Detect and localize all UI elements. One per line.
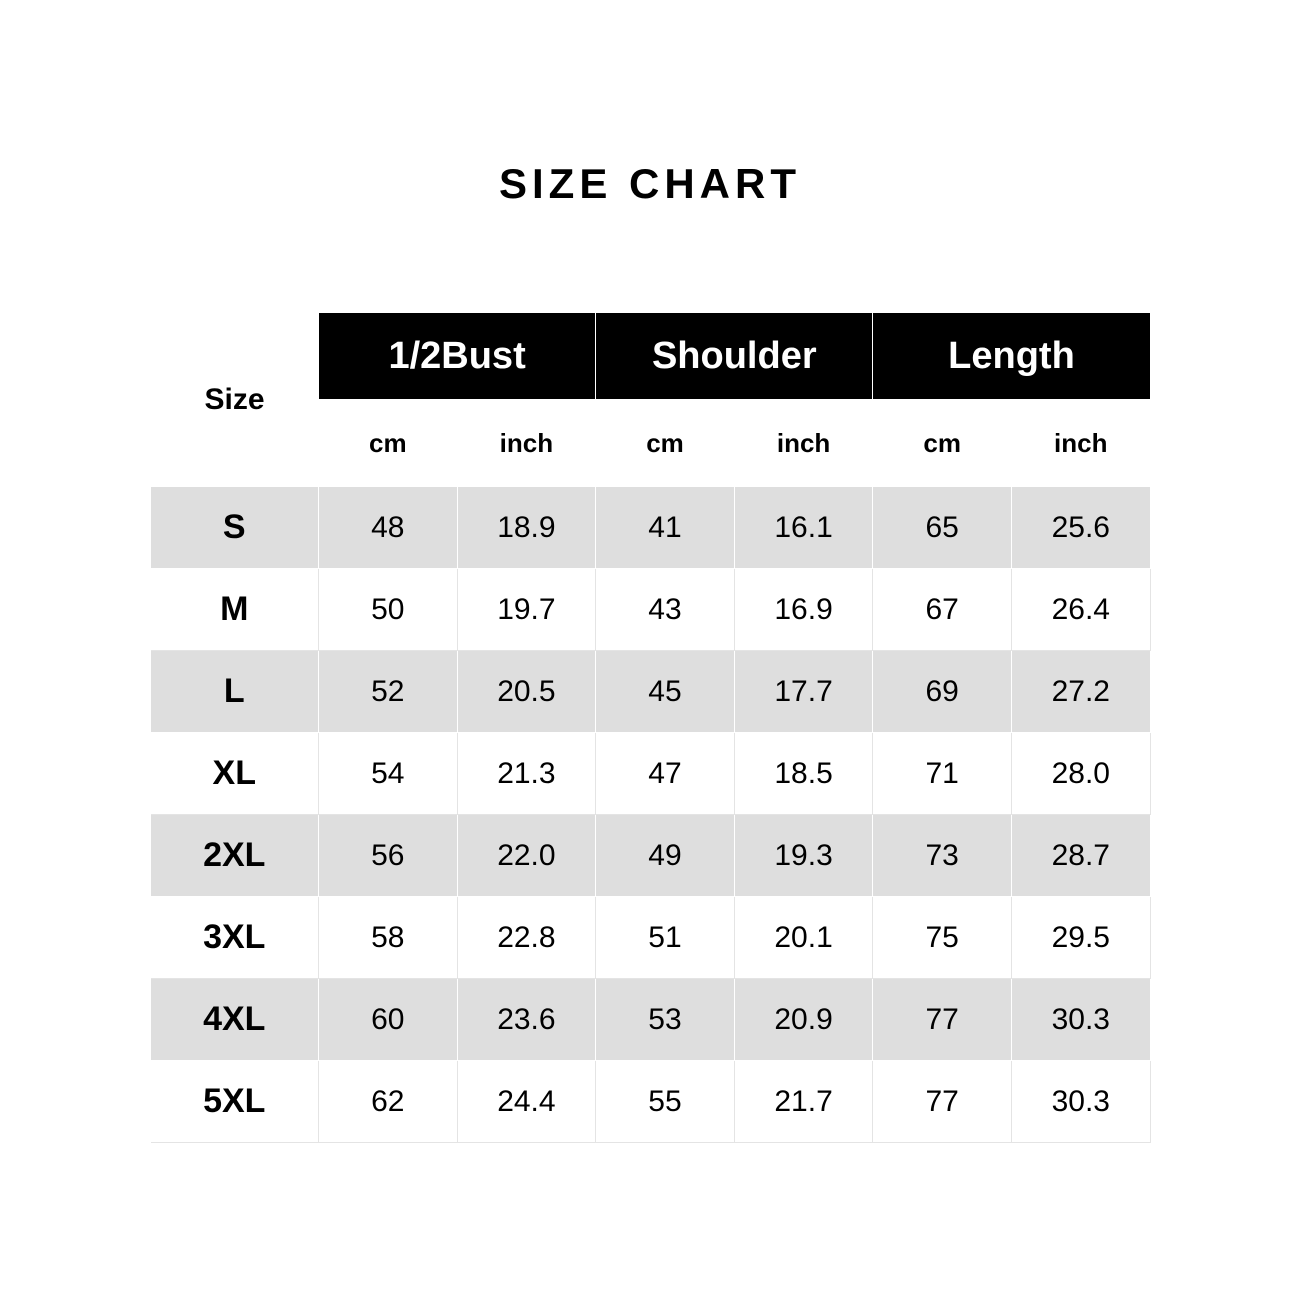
- unit-header-shoulder-cm: cm: [596, 400, 735, 487]
- cell-shoulder-inch: 19.3: [734, 815, 873, 897]
- cell-shoulder-cm: 45: [596, 651, 735, 733]
- cell-length-cm: 77: [873, 979, 1012, 1061]
- size-chart-table: [150, 312, 1151, 1143]
- cell-length-cm: 73: [873, 815, 1012, 897]
- cell-shoulder-cm: 41: [596, 487, 735, 569]
- cell-shoulder-cm: 47: [596, 733, 735, 815]
- cell-length-inch: 28.7: [1011, 815, 1150, 897]
- cell-length-cm: 67: [873, 569, 1012, 651]
- cell-bust-inch: 20.5: [457, 651, 596, 733]
- cell-shoulder-inch: 20.1: [734, 897, 873, 979]
- cell-length-inch: 30.3: [1011, 979, 1150, 1061]
- cell-length-inch: 25.6: [1011, 487, 1150, 569]
- cell-bust-cm: 62: [319, 1061, 458, 1143]
- cell-length-inch: 27.2: [1011, 651, 1150, 733]
- cell-shoulder-inch: 21.7: [734, 1061, 873, 1143]
- cell-length-inch: 26.4: [1011, 569, 1150, 651]
- cell-shoulder-cm: 53: [596, 979, 735, 1061]
- cell-bust-inch: 24.4: [457, 1061, 596, 1143]
- table-row: [151, 1061, 1151, 1143]
- cell-bust-inch: 22.8: [457, 897, 596, 979]
- unit-header-bust-cm: cm: [319, 400, 458, 487]
- table-row: [151, 487, 1151, 569]
- cell-bust-inch: 23.6: [457, 979, 596, 1061]
- cell-bust-inch: 18.9: [457, 487, 596, 569]
- cell-bust-cm: 60: [319, 979, 458, 1061]
- unit-header-bust-inch: inch: [457, 400, 596, 487]
- table-row: [151, 979, 1151, 1061]
- table-header-groups-row: [151, 313, 1151, 400]
- table-body: [151, 487, 1151, 1143]
- cell-bust-cm: 58: [319, 897, 458, 979]
- cell-bust-cm: 52: [319, 651, 458, 733]
- cell-length-inch: 29.5: [1011, 897, 1150, 979]
- cell-bust-inch: 19.7: [457, 569, 596, 651]
- cell-shoulder-cm: 55: [596, 1061, 735, 1143]
- cell-length-inch: 28.0: [1011, 733, 1150, 815]
- row-size-label: M: [151, 569, 319, 651]
- row-size-label: XL: [151, 733, 319, 815]
- cell-shoulder-cm: 51: [596, 897, 735, 979]
- cell-shoulder-cm: 43: [596, 569, 735, 651]
- unit-header-length-cm: cm: [873, 400, 1012, 487]
- unit-header-length-inch: inch: [1011, 400, 1150, 487]
- column-header-size: Size: [151, 313, 319, 487]
- cell-bust-inch: 22.0: [457, 815, 596, 897]
- row-size-label: S: [151, 487, 319, 569]
- cell-shoulder-inch: 16.1: [734, 487, 873, 569]
- cell-length-cm: 69: [873, 651, 1012, 733]
- table-head: [151, 313, 1151, 487]
- row-size-label: 5XL: [151, 1061, 319, 1143]
- column-group-header-shoulder: Shoulder: [596, 313, 873, 400]
- cell-shoulder-inch: 20.9: [734, 979, 873, 1061]
- row-size-label: 3XL: [151, 897, 319, 979]
- row-size-label: L: [151, 651, 319, 733]
- row-size-label: 2XL: [151, 815, 319, 897]
- table-row: [151, 897, 1151, 979]
- cell-bust-cm: 54: [319, 733, 458, 815]
- table-row: [151, 733, 1151, 815]
- column-group-header-length: Length: [873, 313, 1150, 400]
- cell-length-cm: 77: [873, 1061, 1012, 1143]
- cell-length-cm: 65: [873, 487, 1012, 569]
- cell-bust-cm: 48: [319, 487, 458, 569]
- table-row: [151, 815, 1151, 897]
- cell-shoulder-inch: 16.9: [734, 569, 873, 651]
- cell-length-cm: 75: [873, 897, 1012, 979]
- unit-header-shoulder-inch: inch: [734, 400, 873, 487]
- column-group-header-bust: 1/2Bust: [319, 313, 596, 400]
- table-row: [151, 651, 1151, 733]
- cell-shoulder-inch: 18.5: [734, 733, 873, 815]
- row-size-label: 4XL: [151, 979, 319, 1061]
- cell-shoulder-inch: 17.7: [734, 651, 873, 733]
- size-chart-table-container: [150, 312, 1150, 1143]
- cell-length-inch: 30.3: [1011, 1061, 1150, 1143]
- cell-bust-cm: 50: [319, 569, 458, 651]
- cell-bust-inch: 21.3: [457, 733, 596, 815]
- table-row: [151, 569, 1151, 651]
- cell-bust-cm: 56: [319, 815, 458, 897]
- cell-shoulder-cm: 49: [596, 815, 735, 897]
- page-title: SIZE CHART: [499, 160, 801, 207]
- cell-length-cm: 71: [873, 733, 1012, 815]
